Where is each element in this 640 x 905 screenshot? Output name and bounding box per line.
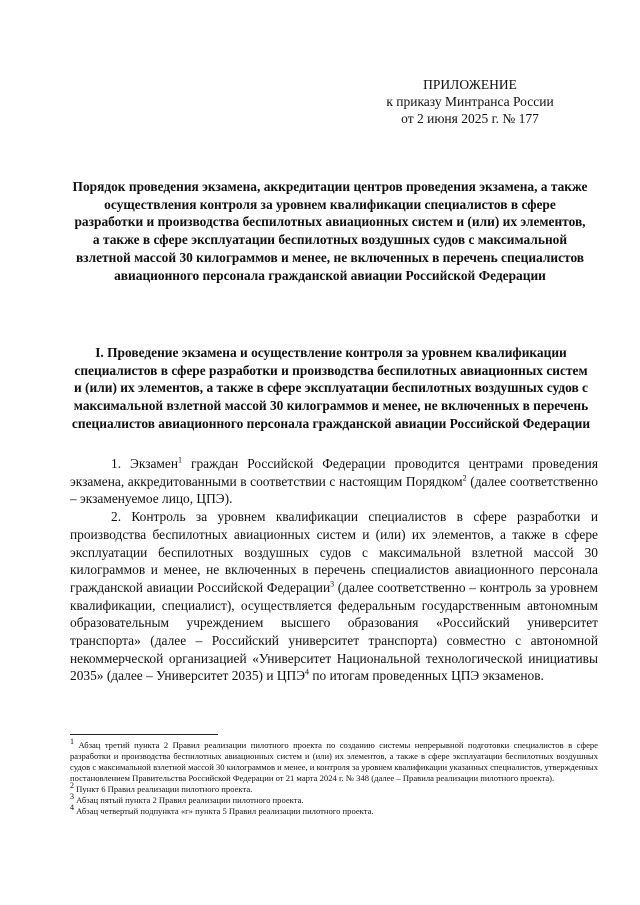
- appendix-label: ПРИЛОЖЕНИЕ: [423, 77, 517, 92]
- footnote-mark-1: 1: [70, 737, 74, 747]
- footnote-mark-4: 4: [70, 803, 74, 813]
- footnote-mark-3: 3: [70, 792, 74, 802]
- document-title: Порядок проведения экзамена, аккредитации центров проведения экзамена, а также осуществления контроля за уровнем квалификации специалистов в сфере разработки и производства беспилотных авиационных систем и (или) их элементов, а также в сфере эксплуатации беспилотных воздушных судов с максимальной взлетной массой 30 килограммов и менее, не включенных в перечень специалистов авиационного персонала гражданской авиации Российской Федерации: [72, 179, 588, 283]
- paragraph-1-text-b: граждан Российской Федерации проводится центрами проведения экзамена, аккредитованными в соответствии с настоящим Порядком: [70, 456, 598, 489]
- paragraph-1-text-c: (далее соответственно – экзаменуемое лицо, ЦПЭ).: [70, 473, 598, 507]
- footnote-1: [70, 737, 598, 784]
- footnote-ref-4: 4: [305, 667, 310, 677]
- footnote-1-text: Абзац третий пункта 2 Правил реализации пилотного проекта по созданию системы непрерывной подготовки специалистов в сфере разработки и производства беспилотных авиационных систем и (или) их элементов, а также в сфере эксплуатации беспилотных воздушных судов с максимальной взлетной массой 30 килограммов и менее, и контроля за уровнем квалификации указанных специалистов, утвержденных постановлением Правительства Российской Федерации от 21 марта 2024 г. № 348 (далее – Правила реализации пилотного проекта).: [70, 740, 598, 783]
- footnotes: [70, 737, 598, 817]
- paragraph-2-text-a: 2. Контроль за уровнем квалификации специалистов в сфере разработки и производства беспилотных авиационных систем и (или) их элементов, а также в сфере эксплуатации беспилотных воздушных судов с максимальной взлетной массой 30 килограммов и менее, не включенных в перечень специалистов авиационного персонала гражданской авиации Российской Федерации: [70, 509, 598, 595]
- footnote-ref-3: 3: [330, 579, 335, 589]
- appendix-order-date: от 2 июня 2025 г. № 177: [401, 111, 539, 126]
- footnote-2-text: Пункт 6 Правил реализации пилотного проекта.: [76, 784, 253, 794]
- paragraph-2: [70, 508, 598, 685]
- paragraph-1: [70, 455, 598, 508]
- body-text: [70, 455, 598, 685]
- section-heading: I. Проведение экзамена и осуществление контроля за уровнем квалификации специалистов в сфере разработки и производства беспилотных авиационных систем и (или) их элементов, а также в сфере эксплуатации беспилотных воздушных судов с максимальной взлетной массой 30 килограммов и менее, не включенных в перечень специалистов авиационного персонала гражданской авиации Российской Федерации: [71, 345, 591, 431]
- paragraph-1-text-a: 1. Экзамен: [111, 456, 179, 471]
- footnote-3-text: Абзац пятый пункта 2 Правил реализации пилотного проекта.: [76, 795, 304, 805]
- footnote-3: [70, 792, 598, 806]
- footnote-divider: [70, 734, 218, 735]
- footnote-4: [70, 803, 598, 817]
- footnote-2: [70, 781, 598, 795]
- footnote-mark-2: 2: [70, 781, 74, 791]
- appendix-order-ref: к приказу Минтранса России: [386, 94, 554, 109]
- appendix-block: [360, 76, 580, 127]
- paragraph-2-text-b: (далее соответственно – контроль за уровнем квалификации, специалист), осуществляется федеральным государственным автономным образовательным учреждением высшего образования «Российский университет транспорта» (далее – Российский университет транспорта) совместно с автономной некоммерческой организацией «Университет Национальной технологической инициативы 2035» (далее – Университет 2035) и ЦПЭ: [70, 579, 598, 684]
- paragraph-2-text-c: по итогам проведенных ЦПЭ экзаменов.: [309, 668, 544, 684]
- footnote-ref-1: 1: [178, 455, 183, 465]
- footnote-4-text: Абзац четвертый подпункта «г» пункта 5 Правил реализации пилотного проекта.: [76, 806, 374, 816]
- footnote-ref-2: 2: [462, 473, 467, 483]
